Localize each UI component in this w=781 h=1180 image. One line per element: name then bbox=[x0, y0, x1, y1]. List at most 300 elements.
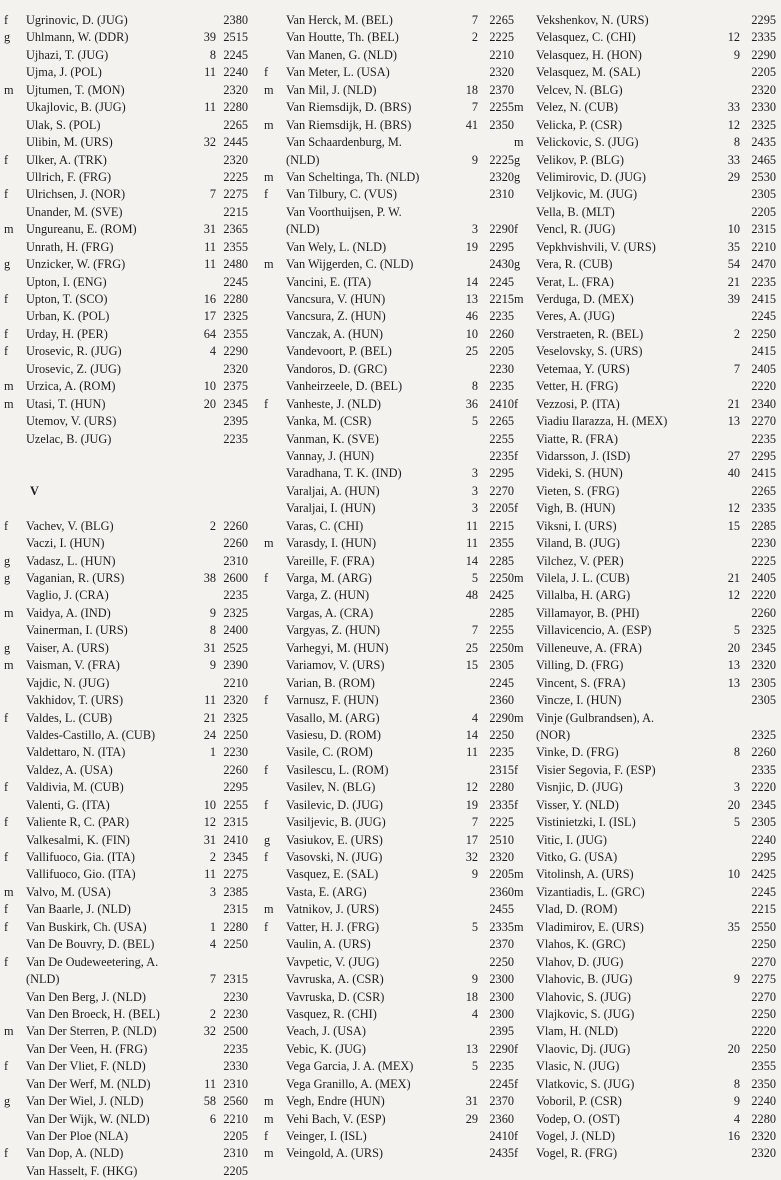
player-name: Unrath, H. (FRG) bbox=[26, 239, 114, 254]
rating-value: 2300 bbox=[489, 972, 514, 987]
player-entry bbox=[4, 814, 248, 831]
rating-value: 2350 bbox=[751, 1076, 776, 1091]
player-name: Vainerman, I. (URS) bbox=[26, 623, 128, 638]
player-name: Ujtumen, T. (MON) bbox=[26, 82, 125, 97]
rating-value: 2320 bbox=[751, 658, 776, 673]
rating-value: 2210 bbox=[223, 675, 248, 690]
rating-value: 2325 bbox=[223, 605, 248, 620]
games-count: 19 bbox=[465, 797, 478, 812]
rating-value: 2225 bbox=[489, 815, 514, 830]
player-entry bbox=[514, 832, 776, 849]
games-count: 33 bbox=[727, 152, 740, 167]
rating-value: 2320 bbox=[223, 693, 248, 708]
player-entry bbox=[4, 535, 248, 552]
games-count: 9 bbox=[733, 1094, 740, 1109]
player-entry bbox=[4, 919, 248, 936]
rating-value: 2320 bbox=[751, 1146, 776, 1161]
player-entry bbox=[4, 832, 248, 849]
player-name: Vancsura, Z. (HUN) bbox=[286, 309, 386, 324]
title-code: m bbox=[264, 1111, 274, 1126]
rating-value: 2465 bbox=[751, 152, 776, 167]
games-count: 11 bbox=[204, 693, 216, 708]
rating-value: 2280 bbox=[223, 919, 248, 934]
games-count: 64 bbox=[203, 326, 216, 341]
player-name: Viksni, I. (URS) bbox=[536, 518, 617, 533]
player-name: Vitic, I. (JUG) bbox=[536, 832, 607, 847]
title-code: f bbox=[4, 13, 9, 27]
games-count: 16 bbox=[727, 1129, 740, 1143]
games-count: 21 bbox=[727, 396, 740, 411]
player-name: Urday, H. (PER) bbox=[26, 326, 108, 341]
rating-value: 2530 bbox=[751, 169, 776, 184]
player-entry bbox=[264, 1093, 514, 1110]
column-left bbox=[4, 12, 248, 1180]
player-entry bbox=[4, 396, 248, 413]
rating-value: 2395 bbox=[223, 414, 248, 429]
player-entry bbox=[4, 378, 248, 395]
player-name: Valdes, L. (CUB) bbox=[26, 710, 113, 725]
rating-value: 2320 bbox=[223, 152, 248, 167]
player-name: Uzelac, B. (JUG) bbox=[26, 431, 112, 446]
title-code: f bbox=[514, 396, 519, 411]
title-code: f bbox=[4, 518, 9, 533]
player-entry bbox=[514, 378, 776, 395]
player-name: Visnjic, D. (JUG) bbox=[536, 780, 623, 795]
player-entry bbox=[264, 1076, 514, 1093]
player-entry bbox=[4, 640, 248, 657]
player-entry bbox=[4, 901, 248, 918]
player-name: Vaisman, V. (FRA) bbox=[26, 658, 120, 673]
player-entry bbox=[264, 605, 514, 622]
rating-value: 2480 bbox=[223, 257, 248, 272]
player-entry bbox=[264, 762, 514, 779]
player-name: Urban, K. (POL) bbox=[26, 309, 110, 324]
player-entry bbox=[264, 518, 514, 535]
player-entry bbox=[4, 221, 248, 238]
rating-value: 2210 bbox=[751, 239, 776, 254]
player-name: Van Meter, L. (USA) bbox=[286, 65, 390, 80]
player-entry bbox=[264, 744, 514, 761]
player-entry bbox=[264, 692, 514, 709]
games-count: 9 bbox=[733, 47, 740, 62]
games-count: 3 bbox=[733, 780, 740, 795]
rating-value: 2255 bbox=[489, 431, 514, 446]
title-code: m bbox=[514, 100, 524, 115]
title-code: f bbox=[4, 1059, 9, 1074]
games-count: 12 bbox=[727, 117, 740, 132]
games-count: 39 bbox=[727, 292, 740, 306]
rating-value: 2445 bbox=[223, 135, 248, 150]
title-code: g bbox=[514, 257, 521, 272]
title-code: f bbox=[514, 1041, 519, 1056]
player-entry bbox=[264, 256, 514, 273]
player-name: Vega Granillo, A. (MEX) bbox=[286, 1076, 411, 1091]
player-name: Vlajkovic, S. (JUG) bbox=[536, 1006, 635, 1021]
title-code: m bbox=[4, 605, 14, 620]
games-count: 32 bbox=[203, 1024, 216, 1039]
rating-value: 2320 bbox=[489, 169, 514, 184]
player-name: Urosevic, Z. (JUG) bbox=[26, 361, 121, 376]
rating-value: 2370 bbox=[489, 82, 514, 97]
player-entry bbox=[514, 518, 776, 535]
player-name: Vitko, G. (USA) bbox=[536, 850, 618, 864]
rating-value: 2225 bbox=[751, 553, 776, 568]
player-entry bbox=[514, 971, 776, 988]
player-name: Vlahovic, S. (JUG) bbox=[536, 989, 631, 1004]
player-name: Ulker, A. (TRK) bbox=[26, 152, 107, 167]
rating-value: 2230 bbox=[223, 989, 248, 1004]
games-count: 8 bbox=[471, 379, 478, 394]
games-count: 11 bbox=[204, 100, 216, 115]
title-code: m bbox=[264, 902, 274, 917]
player-entry bbox=[514, 99, 776, 116]
games-count: 3 bbox=[209, 884, 216, 899]
player-name: Van Herck, M. (BEL) bbox=[286, 13, 393, 27]
rating-value: 2255 bbox=[489, 100, 514, 115]
title-code: m bbox=[4, 884, 14, 899]
rating-value: 2220 bbox=[751, 588, 776, 603]
title-code: f bbox=[264, 850, 269, 864]
rating-value: 2265 bbox=[489, 13, 514, 27]
player-name: Van Buskirk, Ch. (USA) bbox=[26, 919, 147, 934]
rating-value: 2250 bbox=[489, 727, 514, 742]
rating-value: 2315 bbox=[223, 815, 248, 830]
rating-value: 2250 bbox=[489, 640, 514, 655]
player-name: Vieten, S. (FRG) bbox=[536, 483, 620, 498]
games-count: 2 bbox=[209, 850, 216, 864]
player-entry bbox=[4, 570, 248, 587]
games-count: 3 bbox=[471, 222, 478, 237]
player-name: Villavicencio, A. (ESP) bbox=[536, 623, 652, 638]
player-entry bbox=[514, 274, 776, 291]
rating-value: 2235 bbox=[223, 431, 248, 446]
player-entry bbox=[514, 727, 776, 744]
games-count: 35 bbox=[727, 919, 740, 934]
player-entry bbox=[514, 256, 776, 273]
rating-value: 2255 bbox=[223, 797, 248, 812]
rating-value: 2305 bbox=[751, 815, 776, 830]
games-count: 3 bbox=[471, 483, 478, 498]
title-code: f bbox=[264, 693, 269, 708]
player-entry bbox=[4, 884, 248, 901]
games-count: 11 bbox=[466, 536, 478, 551]
rating-value: 2325 bbox=[751, 117, 776, 132]
player-entry bbox=[264, 553, 514, 570]
player-entry bbox=[264, 971, 514, 988]
games-count: 12 bbox=[727, 30, 740, 45]
games-count: 10 bbox=[727, 222, 740, 237]
player-name: Vasiukov, E. (URS) bbox=[286, 832, 383, 847]
games-count: 17 bbox=[465, 832, 478, 847]
rating-value: 2290 bbox=[489, 710, 514, 725]
player-entry bbox=[514, 744, 776, 761]
rating-value: 2235 bbox=[489, 448, 514, 463]
player-name: Vancini, E. (ITA) bbox=[286, 274, 372, 289]
rating-value: 2300 bbox=[489, 989, 514, 1004]
games-count: 10 bbox=[203, 797, 216, 812]
rating-value: 2345 bbox=[223, 396, 248, 411]
title-code: f bbox=[4, 326, 9, 341]
player-name: Voboril, P. (CSR) bbox=[536, 1094, 622, 1109]
player-entry bbox=[4, 605, 248, 622]
player-name: Verduga, D. (MEX) bbox=[536, 292, 634, 306]
player-entry bbox=[264, 483, 514, 500]
player-entry bbox=[4, 47, 248, 64]
title-code: f bbox=[4, 1146, 9, 1161]
player-entry bbox=[264, 1145, 514, 1162]
rating-value: 2360 bbox=[489, 884, 514, 899]
player-entry bbox=[514, 47, 776, 64]
games-count: 10 bbox=[203, 379, 216, 394]
games-count: 10 bbox=[727, 867, 740, 882]
rating-value: 2250 bbox=[223, 727, 248, 742]
player-name: Utasi, T. (HUN) bbox=[26, 396, 106, 411]
title-code: f bbox=[4, 152, 9, 167]
player-entry bbox=[264, 29, 514, 46]
player-entry bbox=[4, 622, 248, 639]
games-count: 25 bbox=[465, 344, 478, 359]
games-count: 12 bbox=[727, 501, 740, 516]
games-count: 18 bbox=[465, 989, 478, 1004]
player-entry bbox=[264, 291, 514, 308]
player-entry bbox=[264, 117, 514, 134]
title-code: f bbox=[514, 448, 519, 463]
player-entry bbox=[4, 431, 248, 448]
player-name: Villeneuve, A. (FRA) bbox=[536, 640, 642, 655]
games-count: 6 bbox=[209, 1111, 216, 1126]
player-entry bbox=[514, 221, 776, 238]
rating-value: 2270 bbox=[751, 954, 776, 969]
title-code: f bbox=[514, 1146, 519, 1161]
title-code: f bbox=[264, 396, 269, 411]
player-name: Valdivia, M. (CUB) bbox=[26, 780, 124, 795]
player-entry bbox=[264, 954, 514, 971]
player-name: Vasquez, R. (CHI) bbox=[286, 1006, 377, 1021]
rating-value: 2205 bbox=[489, 344, 514, 359]
player-entry bbox=[264, 1058, 514, 1075]
player-name: Vaglio, J. (CRA) bbox=[26, 588, 109, 603]
games-count: 7 bbox=[209, 187, 216, 202]
player-name: Vincze, I. (HUN) bbox=[536, 693, 622, 708]
player-name: Velicka, P. (CSR) bbox=[536, 117, 623, 132]
player-name: Van Den Berg, J. (NLD) bbox=[26, 989, 146, 1004]
games-count: 19 bbox=[465, 239, 478, 254]
rating-value: 2245 bbox=[751, 309, 776, 324]
games-count: 20 bbox=[727, 640, 740, 655]
player-name: Varnusz, F. (HUN) bbox=[286, 693, 379, 708]
games-count: 2 bbox=[209, 1006, 216, 1021]
player-name: Van Mil, J. (NLD) bbox=[286, 82, 377, 97]
title-code: m bbox=[514, 292, 524, 306]
title-code: f bbox=[264, 919, 269, 934]
rating-value: 2365 bbox=[223, 222, 248, 237]
games-count: 7 bbox=[471, 623, 478, 638]
rating-value: 2235 bbox=[751, 431, 776, 446]
rating-value: 2295 bbox=[489, 466, 514, 481]
title-code: m bbox=[264, 169, 274, 184]
rating-value: 2235 bbox=[489, 309, 514, 324]
games-count: 31 bbox=[203, 222, 216, 237]
player-entry bbox=[514, 169, 776, 186]
games-count: 11 bbox=[204, 239, 216, 254]
games-count: 20 bbox=[727, 1041, 740, 1056]
player-entry bbox=[4, 134, 248, 151]
player-name: Vavruska, D. (CSR) bbox=[286, 989, 385, 1004]
player-name: Vargyas, Z. (HUN) bbox=[286, 623, 381, 638]
games-count: 32 bbox=[203, 135, 216, 150]
rating-value: 2240 bbox=[751, 832, 776, 847]
title-code: g bbox=[4, 257, 11, 272]
column-middle bbox=[264, 12, 514, 1163]
player-entry bbox=[264, 570, 514, 587]
player-entry bbox=[514, 570, 776, 587]
rating-value: 2240 bbox=[223, 65, 248, 80]
player-entry bbox=[4, 866, 248, 883]
games-count: 14 bbox=[465, 274, 478, 289]
player-name: Vepkhvishvili, V. (URS) bbox=[536, 239, 656, 254]
rating-value: 2290 bbox=[223, 344, 248, 359]
player-entry bbox=[264, 1041, 514, 1058]
player-entry bbox=[4, 291, 248, 308]
player-name: Vigh, B. (HUN) bbox=[536, 501, 616, 516]
games-count: 13 bbox=[727, 414, 740, 429]
rating-value: 2230 bbox=[751, 536, 776, 551]
player-entry bbox=[4, 117, 248, 134]
player-name: Van Der Veen, H. (FRG) bbox=[26, 1041, 148, 1056]
games-count: 9 bbox=[209, 605, 216, 620]
rating-value: 2315 bbox=[223, 972, 248, 987]
rating-value: 2435 bbox=[489, 1146, 514, 1161]
title-code: m bbox=[264, 117, 274, 132]
player-entry bbox=[264, 675, 514, 692]
games-count: 38 bbox=[203, 571, 216, 585]
games-count: 13 bbox=[465, 292, 478, 306]
player-name: Valenti, G. (ITA) bbox=[26, 797, 110, 812]
player-name: Vaulin, A. (URS) bbox=[286, 937, 371, 952]
games-count: 7 bbox=[209, 972, 216, 987]
player-name: Vavpetic, V. (JUG) bbox=[286, 954, 380, 969]
player-entry bbox=[4, 657, 248, 674]
player-entry bbox=[4, 1111, 248, 1128]
player-entry bbox=[264, 587, 514, 604]
player-entry bbox=[264, 326, 514, 343]
player-entry bbox=[4, 413, 248, 430]
player-entry bbox=[514, 12, 776, 29]
title-code: f bbox=[4, 780, 9, 795]
player-entry bbox=[4, 1128, 248, 1145]
player-name: Ukajlovic, B. (JUG) bbox=[26, 100, 126, 115]
player-entry bbox=[264, 448, 514, 465]
rating-value: 2220 bbox=[751, 379, 776, 394]
player-name: Velikov, P. (BLG) bbox=[536, 152, 625, 167]
player-entry bbox=[264, 361, 514, 378]
player-name: Varga, Z. (HUN) bbox=[286, 588, 370, 603]
player-name: Vlaovic, Dj. (JUG) bbox=[536, 1041, 631, 1056]
rating-value: 2315 bbox=[489, 762, 514, 777]
games-count: 4 bbox=[733, 1111, 740, 1126]
player-name: Van Scheltinga, Th. (NLD) bbox=[286, 169, 420, 184]
player-entry bbox=[514, 64, 776, 81]
player-name: (NLD) bbox=[26, 972, 60, 987]
player-name: Vasilevic, D. (JUG) bbox=[286, 797, 383, 812]
player-name: Valiente R, C. (PAR) bbox=[26, 815, 130, 830]
games-count: 21 bbox=[203, 710, 216, 725]
player-name: Ulibin, M. (URS) bbox=[26, 135, 113, 150]
rating-value: 2270 bbox=[489, 483, 514, 498]
games-count: 8 bbox=[733, 1076, 740, 1091]
player-entry bbox=[514, 587, 776, 604]
rating-value: 2415 bbox=[751, 344, 776, 359]
player-entry bbox=[264, 396, 514, 413]
rating-value: 2235 bbox=[223, 1041, 248, 1056]
player-name: Vera, R. (CUB) bbox=[536, 257, 613, 272]
games-count: 11 bbox=[466, 745, 478, 760]
games-count: 2 bbox=[471, 30, 478, 45]
player-entry bbox=[264, 82, 514, 99]
player-name: Vizantiadis, L. (GRC) bbox=[536, 884, 645, 899]
games-count: 5 bbox=[733, 623, 740, 638]
player-entry bbox=[514, 779, 776, 796]
player-name: Varasdy, I. (HUN) bbox=[286, 536, 377, 551]
rating-value: 2350 bbox=[489, 117, 514, 132]
rating-value: 2250 bbox=[489, 954, 514, 969]
games-count: 15 bbox=[465, 658, 478, 673]
player-name: Varadhana, T. K. (IND) bbox=[286, 466, 402, 481]
player-name: Vlahov, D. (JUG) bbox=[536, 954, 624, 969]
games-count: 4 bbox=[471, 1006, 478, 1021]
player-name: Vasovski, N. (JUG) bbox=[286, 850, 383, 864]
player-name: Vannay, J. (HUN) bbox=[286, 448, 374, 463]
player-name: Vanczak, A. (HUN) bbox=[286, 326, 383, 341]
player-entry bbox=[514, 134, 776, 151]
title-code: m bbox=[4, 82, 14, 97]
player-entry bbox=[4, 99, 248, 116]
player-name: Vlatkovic, S. (JUG) bbox=[536, 1076, 635, 1091]
player-entry bbox=[4, 500, 248, 517]
player-entry bbox=[4, 12, 248, 29]
player-name: Vaidya, A. (IND) bbox=[26, 605, 111, 620]
rating-value: 2335 bbox=[751, 762, 776, 777]
player-name: Vaiser, A. (URS) bbox=[26, 640, 109, 655]
games-count: 5 bbox=[471, 571, 478, 585]
player-name: Upton, I. (ENG) bbox=[26, 274, 107, 289]
player-name: Van Tilbury, C. (VUS) bbox=[286, 187, 397, 202]
rating-value: 2225 bbox=[489, 152, 514, 167]
player-entry bbox=[264, 186, 514, 203]
title-code: m bbox=[264, 1094, 274, 1109]
rating-value: 2305 bbox=[489, 658, 514, 673]
player-name: Vasilescu, L. (ROM) bbox=[286, 762, 389, 777]
title-code: m bbox=[514, 884, 524, 899]
player-name: Vezzosi, P. (ITA) bbox=[536, 396, 620, 411]
games-count: 4 bbox=[209, 344, 216, 359]
player-name: Van Riemsdijk, D. (BRS) bbox=[286, 100, 412, 115]
player-name: Vavruska, A. (CSR) bbox=[286, 972, 384, 987]
rating-value: 2320 bbox=[751, 82, 776, 97]
player-name: Van Der Vliet, F. (NLD) bbox=[26, 1059, 146, 1074]
rating-value: 2375 bbox=[223, 379, 248, 394]
player-entry bbox=[264, 152, 514, 169]
rating-value: 2205 bbox=[489, 867, 514, 882]
player-entry bbox=[514, 936, 776, 953]
player-entry bbox=[264, 239, 514, 256]
player-entry bbox=[514, 1041, 776, 1058]
title-code: m bbox=[264, 257, 274, 272]
player-name: Valkesalmi, K. (FIN) bbox=[26, 832, 130, 847]
player-name: Vanheste, J. (NLD) bbox=[286, 396, 381, 411]
games-count: 31 bbox=[203, 832, 216, 847]
player-name: Vlad, D. (ROM) bbox=[536, 902, 618, 917]
